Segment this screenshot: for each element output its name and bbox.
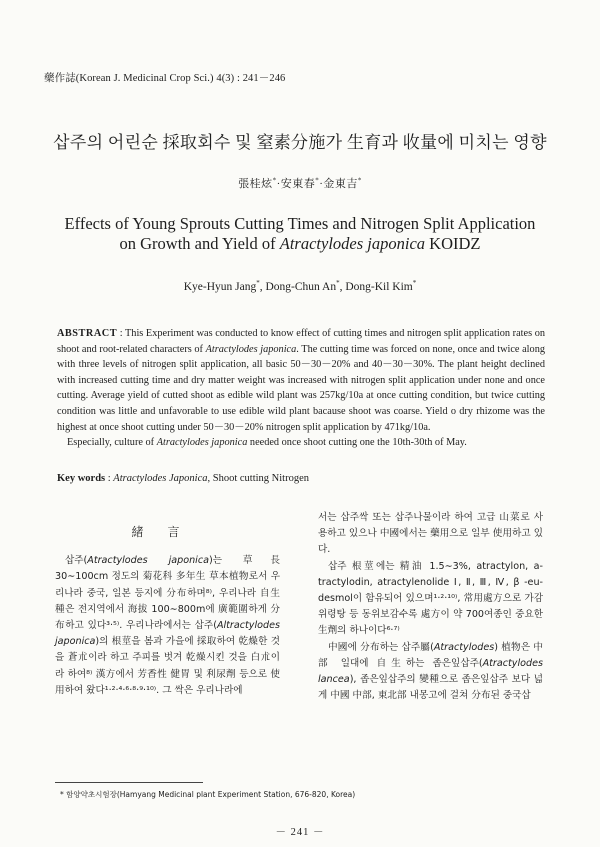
affiliation-mark: * <box>336 279 340 288</box>
species-name: Atractylodes japonica <box>156 437 248 449</box>
body-paragraph <box>318 559 543 640</box>
keyword-species: Atractylodes Japonica <box>113 473 208 484</box>
citation-ref: ⁸⁾ <box>86 668 93 680</box>
abstract-colon: : <box>117 328 125 339</box>
author-separator: , <box>339 281 346 293</box>
citation-ref: ⁶·⁷⁾ <box>386 625 400 637</box>
body-text: )의 根莖을 봄과 가을에 採取하여 乾燥한 것을 蒼朮이라 하고 주피를 벗겨 乾燥시킨 것을 白朮이라 하여 <box>55 636 280 680</box>
author-en-3: Dong-Kil Kim <box>345 281 413 293</box>
species-name: Atractylodes japonica <box>87 555 209 567</box>
author-ko-2: 安東春 <box>280 178 316 190</box>
keyword-list: , Shoot cutting Nitrogen <box>207 473 309 484</box>
footnote <box>60 789 355 800</box>
body-text: , 常用處方으로 가감위령탕 등 동위보감수록 處方이 약 700여종인 중요한 生劑의 하나이다 <box>318 593 543 637</box>
author-en-1: Kye-Hyun Jang <box>183 281 257 293</box>
section-title: 緒言 <box>131 525 204 539</box>
affiliation-mark: * <box>256 279 260 288</box>
korean-authors <box>0 175 600 191</box>
body-column-left <box>55 510 280 699</box>
keywords-label: Key words <box>57 473 106 484</box>
body-text: . 우리나라에서는 삽주( <box>119 620 217 632</box>
body-text: 삽주 根莖에는 精油 1.5∼3%, atractylon, a-tractylodin, atractylenolide Ⅰ, Ⅱ, Ⅲ, Ⅳ, β -eu-desmol이 함유되어 있으며 <box>318 560 543 605</box>
species-name: Atractylodes japonica <box>205 343 297 355</box>
abstract-text: needed once shoot cutting one the 10th-30th of May. <box>247 437 467 449</box>
body-text: )는 草長 30∼100cm 정도의 菊花科 多年生 草本植物로서 우리나라 중국, 일본 등지에 分布하며 <box>55 555 280 599</box>
english-title-line-1: Effects of Young Sprouts Cutting Times and Nitrogen Split Application <box>64 214 536 233</box>
body-text: . 그 싹은 우리나라에 <box>156 684 243 696</box>
page-number: － 241 － <box>275 827 325 838</box>
abstract-text: . The cutting time was forced on none, once and twice along with three levels of nitrogen split application, all basic 50－30－20% and 40－30－30%. The plant height declined with increased cutting time and dry matter weight was increased with nitrogen split application under none and once cutting. Average yield of cutted shoot as edible wild plant was 257kg/10a at once cutting condition, but twice cutting condition was little and unfavorable to use edible wild plant bacause shoot was coarse. Yield o dry rhizome was the highest at once shoot cutting under 50－30－20% nitrogen split application by 471kg/10a. <box>57 343 545 433</box>
body-text: ), 좁은잎삽주의 變種으로 좁은잎삽주 보다 넓게 中國 中部, 東北部 내몽고에 걸쳐 分布된 중국삽 <box>318 674 543 702</box>
author-en-2: Dong-Chun An <box>265 281 337 293</box>
citation-ref: ³·⁵⁾ <box>106 620 120 632</box>
author-ko-3: 金東吉 <box>323 178 358 190</box>
genus-name: Atractylodes <box>433 641 495 653</box>
species-name: Atractylodes lancea <box>318 657 543 686</box>
keywords-colon: : <box>105 473 114 484</box>
abstract-paragraph-1 <box>57 326 545 435</box>
abstract-label: ABSTRACT <box>57 328 118 339</box>
citation-ref: ¹·²·⁴·⁶·⁸·⁹·¹⁰⁾ <box>104 684 157 696</box>
affiliation-mark: * <box>357 176 362 185</box>
author-separator: , <box>259 281 266 293</box>
journal-header: 藥作誌(Korean J. Medicinal Crop Sci.) 4(3) : 241－246 <box>44 73 286 84</box>
footnote-divider <box>55 782 203 783</box>
affiliation-mark: * <box>315 176 320 185</box>
body-paragraph <box>318 640 543 705</box>
english-title-text: KOIDZ <box>425 234 481 253</box>
body-column-right <box>318 510 543 704</box>
english-title-text: on Growth and Yield of <box>119 234 280 253</box>
abstract-text: Especially, culture of <box>67 437 157 449</box>
species-name: Atractylodes japonica <box>279 234 426 253</box>
english-title <box>50 214 550 254</box>
body-text: 삽주( <box>65 555 88 567</box>
body-text: , 우리나라 自生種은 전지역에서 海拔 100∼800m에 廣範圍하게 分布하고 있다 <box>55 587 280 632</box>
abstract-text: This Experiment was conducted to know effect of cutting times and nitrogen split application rates on shoot and root-related characters of <box>57 328 545 355</box>
author-separator: · <box>276 178 281 190</box>
english-title-line-2 <box>50 234 550 254</box>
citation-ref: ⁸⁾ <box>205 587 212 599</box>
abstract <box>57 326 545 451</box>
author-ko-1: 張桂炫 <box>238 178 273 190</box>
author-separator: · <box>319 178 324 190</box>
citation-ref: ¹·²·¹⁰⁾ <box>433 593 458 605</box>
body-paragraph <box>55 553 280 699</box>
affiliation-mark: * <box>412 279 417 288</box>
footnote-text: 함양약초시험장(Hamyang Medicinal plant Experiment Station, 676-820, Korea) <box>63 790 356 799</box>
affiliation-mark: * <box>272 176 277 185</box>
species-name: Altractylodes japonica <box>55 620 280 648</box>
keywords <box>57 473 545 484</box>
abstract-paragraph-2 <box>57 435 545 451</box>
body-text: 中國에 分布하는 삽주屬( <box>328 641 434 653</box>
body-text: 漢方에서 芳香性 健胃 및 利尿劑 등으로 使用하여 왔다 <box>55 668 280 696</box>
footnote-mark: * <box>60 790 64 799</box>
english-authors <box>0 281 600 293</box>
body-paragraph: 서는 삽주싹 또는 삽주나물이라 하여 고급 山菜로 사용하고 있으나 中國에서는 藥用으로 일부 使用하고 있다. <box>318 512 543 556</box>
korean-title: 삽주의 어린순 採取회수 및 窒素分施가 生育과 收量에 미치는 영향 <box>53 133 547 152</box>
body-text: ) 植物은 中部 일대에 自生하는 좁은잎삽주( <box>318 641 543 669</box>
